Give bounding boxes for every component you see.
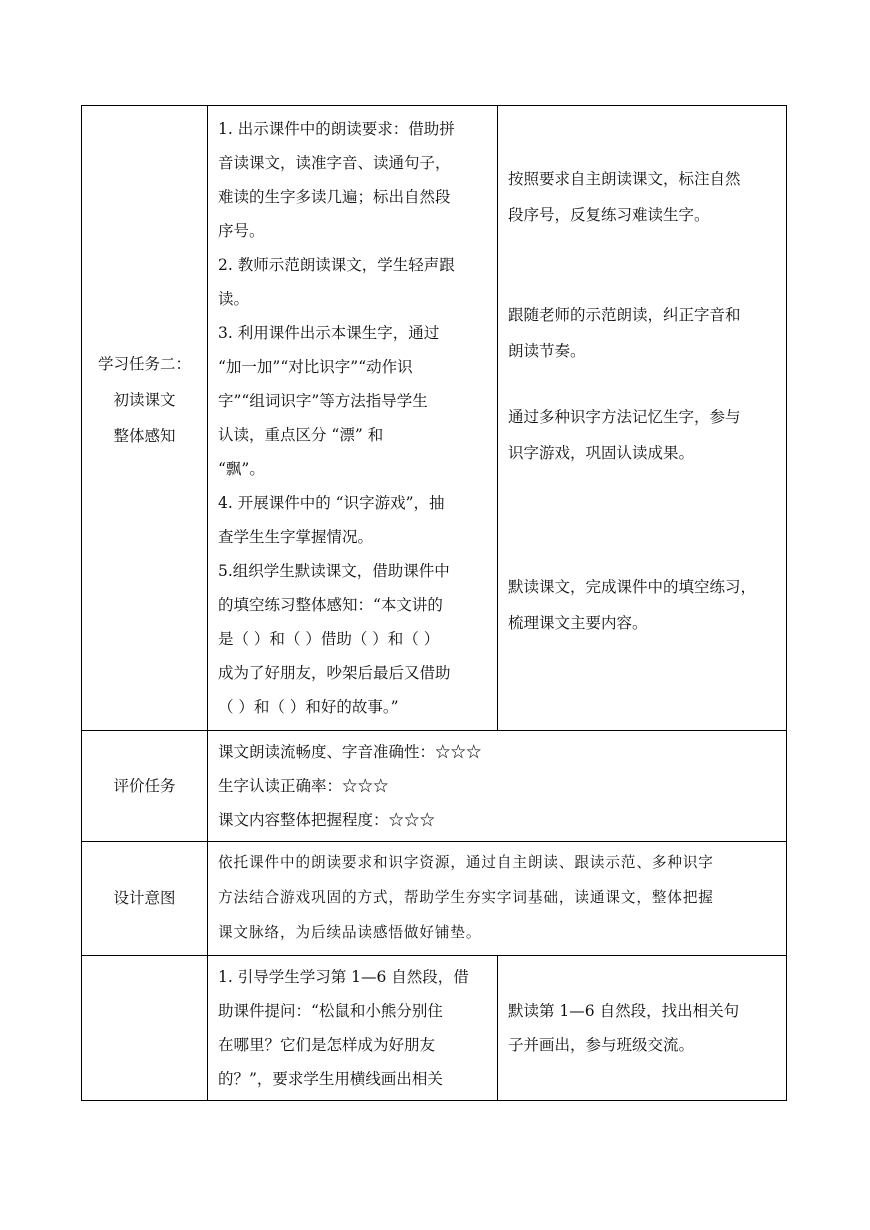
teacher-line: 助课件提问：“松鼠和小熊分别住 — [218, 1002, 443, 1020]
teacher-line: 4. 开展课件中的 “识字游戏”，抽 — [218, 494, 445, 512]
col-divider-2-row4 — [497, 955, 498, 1101]
student-line: 按照要求自主朗读课文，标注自然 — [508, 170, 741, 188]
student-line: 段序号，反复练习难读生字。 — [508, 206, 710, 224]
table-border-right — [786, 105, 787, 1101]
teacher-line: 是（ ）和（ ）借助（ ）和（ ） — [218, 630, 440, 648]
teacher-line: 1. 引导学生学习第 1—6 自然段，借 — [218, 968, 469, 986]
student-line: 子并画出，参与班级交流。 — [508, 1036, 695, 1054]
teacher-line: 的？”，要求学生用横线画出相关 — [218, 1070, 443, 1088]
student-line: 朗读节奏。 — [508, 342, 586, 360]
row-divider-3 — [81, 955, 787, 956]
teacher-line: “飘”。 — [218, 460, 265, 478]
teacher-line: （ ）和（ ）和好的故事。” — [218, 698, 399, 716]
table-border-bottom — [81, 1100, 787, 1101]
design-line: 方法结合游戏巩固的方式，帮助学生夯实字词基础，读通课文，整体把握 — [218, 889, 714, 906]
table-border-top — [81, 105, 787, 106]
teacher-line: 成为了好朋友，吵架后最后又借助 — [218, 664, 451, 682]
task2-label-line1: 学习任务二： — [97, 355, 191, 373]
evaluation-label: 评价任务 — [113, 777, 176, 795]
evaluation-item: 课文朗读流畅度、字音准确性：☆☆☆ — [218, 743, 482, 761]
student-line: 默读课文，完成课件中的填空练习， — [508, 578, 757, 596]
teacher-line: 2. 教师示范朗读课文，学生轻声跟 — [218, 256, 455, 274]
teacher-line: “加一加”“对比识字”“动作识 — [218, 358, 413, 376]
teacher-line: 字”“组词识字”等方法指导学生 — [218, 392, 428, 410]
student-line: 默读第 1—6 自然段，找出相关句 — [508, 1002, 740, 1020]
teacher-line: 音读课文，读准字音、读通句子， — [218, 154, 451, 172]
col-divider-1 — [207, 105, 208, 1101]
row-divider-1 — [81, 730, 787, 731]
student-line: 跟随老师的示范朗读，纠正字音和 — [508, 306, 741, 324]
evaluation-item: 课文内容整体把握程度：☆☆☆ — [218, 811, 436, 829]
task2-label-line2: 初读课文 — [113, 391, 176, 409]
teacher-line: 的填空练习整体感知：“本文讲的 — [218, 596, 443, 614]
teacher-line: 难读的生字多读几遍；标出自然段 — [218, 188, 451, 206]
teacher-line: 读。 — [218, 290, 250, 308]
teacher-line: 认读，重点区分 “漂” 和 — [218, 426, 384, 444]
design-line: 依托课件中的朗读要求和识字资源，通过自主朗读、跟读示范、多种识字 — [218, 854, 714, 871]
task2-label-line3: 整体感知 — [113, 427, 176, 445]
student-line: 梳理课文主要内容。 — [508, 614, 648, 632]
teacher-line: 在哪里？它们是怎样成为好朋友 — [218, 1036, 436, 1054]
teacher-line: 3. 利用课件出示本课生字，通过 — [218, 324, 440, 342]
teacher-line: 1. 出示课件中的朗读要求：借助拼 — [218, 120, 455, 138]
col-divider-2-row1 — [497, 105, 498, 731]
student-line: 通过多种识字方法记忆生字，参与 — [508, 408, 741, 426]
design-label: 设计意图 — [113, 889, 176, 907]
evaluation-item: 生字认读正确率：☆☆☆ — [218, 777, 389, 795]
teacher-line: 查学生生字掌握情况。 — [218, 528, 374, 546]
student-line: 识字游戏，巩固认读成果。 — [508, 444, 695, 462]
teacher-line: 序号。 — [218, 222, 265, 240]
table-border-left — [81, 105, 82, 1101]
teacher-line: 5.组织学生默读课文，借助课件中 — [218, 562, 450, 580]
design-line: 课文脉络，为后续品读感悟做好铺垫。 — [218, 924, 482, 941]
row-divider-2 — [81, 841, 787, 842]
